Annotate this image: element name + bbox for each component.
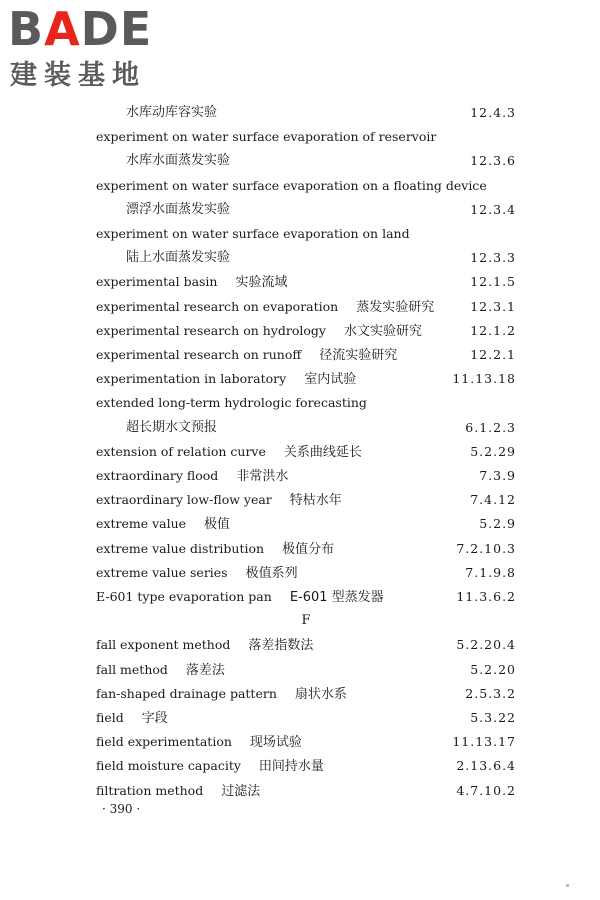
entry-section-number: 12.3.6: [470, 153, 516, 168]
entry-english-term: experiment on water surface evaporation on a floating device: [96, 178, 487, 193]
entry-english-term: fall method: [96, 662, 168, 677]
entry-english-term: extreme value distribution: [96, 541, 265, 556]
entry-chinese-term: 极值系列: [245, 566, 298, 581]
entry-chinese-term: 字段: [141, 711, 168, 726]
entry-section-number: 5.3.22: [470, 710, 516, 725]
entry-english-term: experimental basin: [96, 274, 218, 289]
bade-logo: [8, 4, 178, 94]
entry-english-term: experimental research on runoff: [96, 347, 302, 362]
glossary-entry: [96, 102, 516, 124]
entry-chinese-term: 过滤法: [221, 784, 261, 799]
glossary-entry: [96, 707, 516, 729]
entry-english-term: experimental research on hydrology: [96, 323, 326, 338]
entry-section-number: 11.3.6.2: [456, 589, 516, 604]
entry-english-term: extreme value: [96, 516, 187, 531]
entry-section-number: 12.2.1: [470, 347, 516, 362]
entry-english-term: filtration method: [96, 783, 204, 798]
entry-section-number: 4.7.10.2: [456, 783, 516, 798]
scan-mark: [566, 884, 569, 887]
entry-section-number: 11.13.17: [452, 734, 516, 749]
glossary-entry: [96, 465, 516, 487]
entry-section-number: 11.13.18: [452, 371, 516, 386]
entry-chinese-term: 径流实验研究: [319, 348, 398, 363]
entry-chinese-term: 漂浮水面蒸发实验: [126, 202, 231, 217]
entry-section-number: 12.4.3: [470, 105, 516, 120]
entry-english-term: experiment on water surface evaporation of reservoir: [96, 129, 437, 144]
entry-chinese-term: E-601 型蒸发器: [289, 590, 384, 605]
entry-chinese-term: 田间持水量: [258, 759, 324, 774]
glossary-entry: [96, 441, 516, 463]
entry-english-term: fan-shaped drainage pattern: [96, 686, 277, 701]
entry-chinese-term: 非常洪水: [236, 469, 289, 484]
glossary-entry: [96, 320, 516, 342]
entry-chinese-term: 落差法: [185, 663, 225, 678]
entry-english-term: fall exponent method: [96, 637, 231, 652]
entry-chinese-term: 关系曲线延长: [283, 445, 362, 460]
glossary-entry: [96, 392, 516, 414]
entry-english-term: experimentation in laboratory: [96, 371, 287, 386]
glossary-entry: [96, 489, 516, 511]
entry-english-term: E-601 type evaporation pan: [96, 589, 272, 604]
entry-english-term: field: [96, 710, 124, 725]
entry-chinese-term: 落差指数法: [248, 638, 314, 653]
glossary-entry: [96, 296, 516, 318]
entry-english-term: extraordinary low-flow year: [96, 492, 272, 507]
entry-english-term: field experimentation: [96, 734, 232, 749]
entry-chinese-term: 极值: [204, 517, 231, 532]
glossary-entry: [96, 344, 516, 366]
glossary-entry: [96, 683, 516, 705]
entry-chinese-term: 水库动库容实验: [126, 105, 218, 120]
glossary-entry: [96, 271, 516, 293]
entry-chinese-term: 陆上水面蒸发实验: [126, 250, 231, 265]
entry-chinese-term: 实验流域: [235, 275, 288, 290]
glossary-entry: [96, 223, 516, 245]
entry-chinese-term: 水库水面蒸发实验: [126, 153, 231, 168]
entry-section-number: 7.3.9: [479, 468, 516, 483]
entry-chinese-term: 水文实验研究: [343, 324, 422, 339]
entry-section-number: 6.1.2.3: [465, 420, 516, 435]
logo-letter-a: A: [44, 2, 81, 56]
entry-section-number: 5.2.20: [470, 662, 516, 677]
entry-english-term: extended long-term hydrologic forecasting: [96, 395, 367, 410]
entry-section-number: 12.3.4: [470, 202, 516, 217]
glossary-entry: [96, 150, 516, 172]
entry-section-number: 7.2.10.3: [456, 541, 516, 556]
entry-english-term: experimental research on evaporation: [96, 299, 339, 314]
entry-section-number: 12.1.2: [470, 323, 516, 338]
glossary-entry: [96, 634, 516, 656]
glossary-entry: [96, 199, 516, 221]
entry-english-term: extreme value series: [96, 565, 228, 580]
logo-letter-b: B: [8, 2, 45, 56]
entry-chinese-term: 超长期水文预报: [126, 420, 218, 435]
logo-letters-de: DE: [80, 2, 153, 56]
entry-english-term: experiment on water surface evaporation on land: [96, 226, 410, 241]
page-number: · 390 ·: [102, 802, 141, 816]
glossary-entry: [96, 175, 516, 197]
glossary-entry: [96, 417, 516, 439]
glossary-entry: [96, 126, 516, 148]
entry-chinese-term: 蒸发实验研究: [356, 300, 435, 315]
glossary-entry: [96, 586, 516, 608]
glossary-entry: [96, 368, 516, 390]
entry-section-number: 7.1.9.8: [465, 565, 516, 580]
entry-section-number: 12.3.1: [470, 299, 516, 314]
glossary-entry: [96, 780, 516, 802]
entry-section-number: 7.4.12: [470, 492, 516, 507]
entry-section-number: 5.2.29: [470, 444, 516, 459]
entry-section-number: 2.13.6.4: [456, 758, 516, 773]
entry-section-number: 12.1.5: [470, 274, 516, 289]
logo-subtitle: 建装基地: [10, 60, 146, 91]
entry-chinese-term: 现场试验: [249, 735, 302, 750]
glossary-entry: [96, 755, 516, 777]
entry-section-number: 12.3.3: [470, 250, 516, 265]
entry-chinese-term: 扇状水系: [294, 687, 347, 702]
entry-english-term: extension of relation curve: [96, 444, 266, 459]
logo-wordmark: [8, 4, 152, 54]
section-heading: F: [301, 613, 311, 628]
entry-english-term: extraordinary flood: [96, 468, 219, 483]
glossary-entry: [96, 731, 516, 753]
entry-section-number: 2.5.3.2: [465, 686, 516, 701]
entry-chinese-term: 极值分布: [282, 542, 335, 557]
glossary-entry: [96, 538, 516, 560]
glossary-entry: [96, 247, 516, 269]
entry-english-term: field moisture capacity: [96, 758, 241, 773]
entry-section-number: 5.2.9: [479, 516, 516, 531]
glossary-entry: [96, 659, 516, 681]
entry-chinese-term: 特枯水年: [289, 493, 342, 508]
glossary-entry: [96, 513, 516, 535]
glossary-entry: [96, 562, 516, 584]
entry-section-number: 5.2.20.4: [456, 637, 516, 652]
entry-chinese-term: 室内试验: [304, 372, 357, 387]
